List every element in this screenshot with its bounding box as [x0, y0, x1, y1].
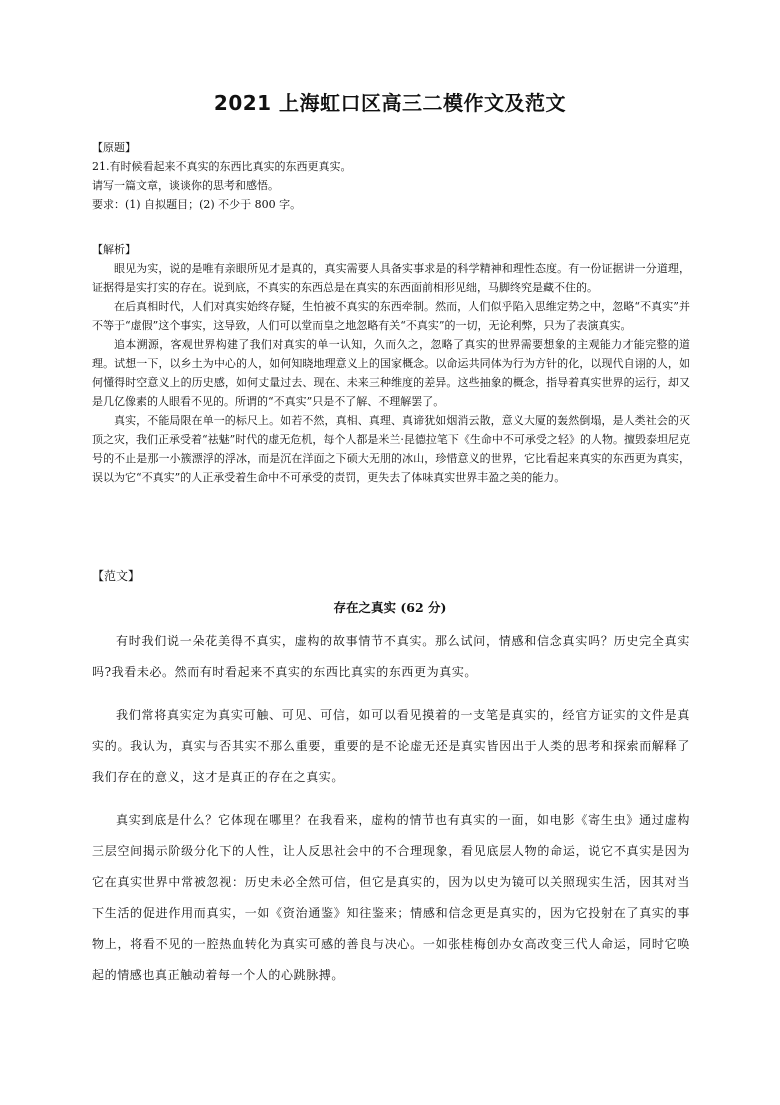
prompt-requirements: 要求：(1) 自拟题目；(2) 不少于 800 字。 — [92, 198, 302, 211]
analysis-paragraph: 追本溯源，客观世界构建了我们对真实的单一认知，久而久之，忽略了真实的世界需要想象的主观能力才能完整的道理。试想一下，以乡土为中心的人，如何知晓地理意义上的国家概念。以命运共同体为行为方针的化，以现代自诩的人，如何懂得时空意义上的历史感，如何丈量过去、现在、未来三种维度的差异。这些抽象的概念，指导着真实世界的运行，却又是几亿像素的人眼看不见的。所谓的“不真实”只是不了解、不理解罢了。 — [92, 338, 690, 408]
essay-paragraph: 我们常将真实定为真实可触、可见、可信，如可以看见摸着的一支笔是真实的，经官方证实的文件是真实的。我认为，真实与否其实不那么重要，重要的是不论虚无还是真实皆因出于人类的思考和探索而解释了我们存在的意义，这才是真正的存在之真实。 — [92, 708, 690, 784]
prompt-question: 21.有时候看起来不真实的东西比真实的东西更真实。 — [92, 160, 352, 173]
prompt-label: 【原题】 — [92, 141, 136, 154]
document-title: 2021 上海虹口区高三二模作文及范文 — [213, 91, 567, 115]
prompt-instruction: 请写一篇文章，谈谈你的思考和感悟。 — [92, 179, 279, 192]
analysis-paragraph: 在后真相时代，人们对真实始终存疑，生怕被不真实的东西牵制。然而，人们似乎陷入思维定势之中，忽略“不真实”并不等于“虚假”这个事实，这导致，人们可以堂而皇之地忽略有关“不真实”的一切，无论利弊，只为了表演真实。 — [92, 300, 690, 332]
analysis-paragraph: 眼见为实，说的是唯有亲眼所见才是真的，真实需要人具备实事求是的科学精神和理性态度。有一份证据讲一分道理，证据得是实打实的存在。说到底，不真实的东西总是在真实的东西面前相形见绌，马脚终究是藏不住的。 — [92, 262, 690, 294]
essay-paragraph: 有时我们说一朵花美得不真实，虚构的故事情节不真实。那么试问，情感和信念真实吗？历史完全真实吗?我看未必。然而有时看起来不真实的东西比真实的东西更为真实。 — [92, 634, 690, 679]
analysis-paragraph: 真实，不能局限在单一的标尺上。如若不然，真相、真理、真谛犹如烟消云散，意义大厦的轰然倒塌，是人类社会的灭顶之灾，我们正承受着“祛魅”时代的虚无危机，每个人都是米兰·昆德拉笔下《生命中不可承受之轻》的人物。擅毁泰坦尼克号的不止是那一小簇漂浮的浮冰，而是沉在洋面之下硕大无朋的冰山，珍惜意义的世界，它比看起来真实的东西更为真实，误以为它“不真实”的人正承受着生命中不可承受的责罚，更失去了体味真实世界丰盈之美的能力。 — [92, 414, 690, 484]
prompt-section — [92, 138, 690, 214]
essay-paragraph: 真实到底是什么？它体现在哪里？在我看来，虚构的情节也有真实的一面，如电影《寄生虫》通过虚构三层空间揭示阶级分化下的人性，让人反思社会中的不合理现象，看见底层人物的命运，说它不真实是因为它在真实世界中常被忽视：历史未必全然可信，但它是真实的，因为以史为镜可以关照现实生活，因其对当下生活的促进作用而真实，一如《资治通鉴》知往鉴来；情感和信念更是真实的，因为它投射在了真实的事物上，将看不见的一腔热血转化为真实可感的善良与决心。一如张桂梅创办女高改变三代人命运，同时它唤起的情感也真正触动着每一个人的心跳脉搏。 — [92, 813, 690, 982]
essay-label: 【范文】 — [92, 569, 141, 583]
essay-body — [92, 626, 690, 1003]
essay-title: 存在之真实 (62 分) — [333, 600, 447, 615]
analysis-label: 【解析】 — [92, 243, 136, 256]
analysis-section — [92, 240, 690, 487]
